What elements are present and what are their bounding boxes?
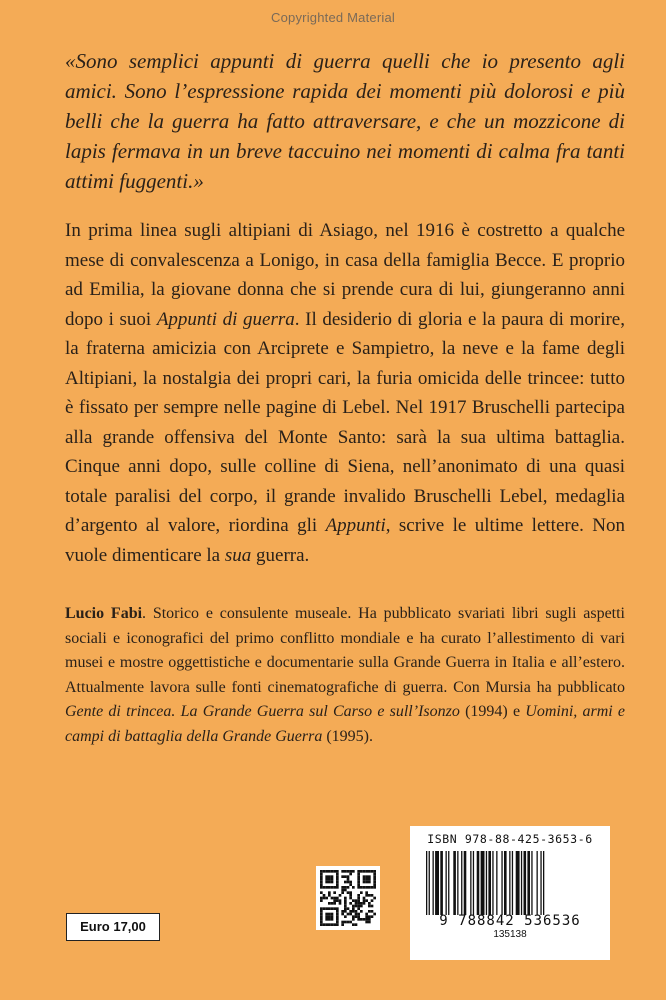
opening-quote: «Sono semplici appunti di guerra quelli che io presento agli amici. Sono l’espressione rapida dei momenti più dolorosi e più belli che la guerra ha fatto attraversare, e che un mozzicone di lapis fermava in un breve taccuino nei momenti di calma fra tanti attimi fuggenti.» xyxy=(65,49,625,193)
barcode-number: 9 788842 536536 xyxy=(439,913,581,929)
synopsis-text-1: In prima linea sugli altipiani di Asiago, nel 1916 è costretto a qualche mese di convalescenza a Lonigo, in casa della famiglia Becce. E proprio ad Emilia, la giovane donna che si prende cura di lui, giungeranno anni dopo i suoi xyxy=(65,220,625,330)
bio-text-1: . Storico e consulente museale. Ha pubblicato svariati libri sugli aspetti sociali e iconografici del primo conflitto mondiale e ha curato l’allestimento di vari musei e mostre oggettistiche e documentarie sulla Grande Guerra in Italia e all’estero. Attualmente lavora sulle fonti cinematografiche di guerra. Con Mursia ha pubblicato xyxy=(65,605,625,696)
synopsis-text-3: , scrive le ultime lettere. Non vuole dimenticare la xyxy=(65,515,626,566)
barcode-icon xyxy=(422,851,598,915)
qr-code xyxy=(316,866,380,930)
isbn-label: ISBN 978-88-425-3653-6 xyxy=(427,832,593,846)
synopsis-text-4: guerra. xyxy=(251,544,310,566)
price-label: Euro 17,00 xyxy=(66,913,160,941)
bio-text-2: (1994) e xyxy=(459,703,526,720)
bio-title-2: Uomini, armi e campi di battaglia della Grande Guerra xyxy=(65,703,626,745)
copyright-watermark: Copyrighted Material xyxy=(271,10,395,25)
bio-text-3: (1995). xyxy=(322,727,373,745)
author-name: Lucio Fabi xyxy=(65,605,143,622)
synopsis-paragraph xyxy=(65,216,625,570)
bio-title-1: Gente di trincea. La Grande Guerra sul Carso e sull’Isonzo xyxy=(65,703,460,720)
synopsis-text-2: . Il desiderio di gloria e la paura di morire, la fraterna amicizia con Arciprete e Sampietro, la neve e la fame degli Altipiani, la nostalgia dei propri cari, la furia omicida delle trincee: tutto è fissato per sempre nelle pagine di Lebel. Nel 1917 Bruschelli partecipa alla grande offensiva del Monte Santo: sarà la sua ultima battaglia. Cinque anni dopo, sulle colline di Siena, nell’anonimato di una quasi totale paralisi del corpo, il grande invalido Bruschelli Lebel, medaglia d’argento al valore, riordina gli xyxy=(65,308,625,536)
product-code: 135138 xyxy=(493,929,527,940)
isbn-barcode-block xyxy=(410,826,610,960)
author-bio xyxy=(65,602,625,749)
appunti-italic: Appunti xyxy=(325,515,386,536)
book-title-italic: Appunti di guerra xyxy=(156,308,295,330)
qr-code-icon xyxy=(320,870,376,926)
sua-italic: sua xyxy=(224,544,252,566)
